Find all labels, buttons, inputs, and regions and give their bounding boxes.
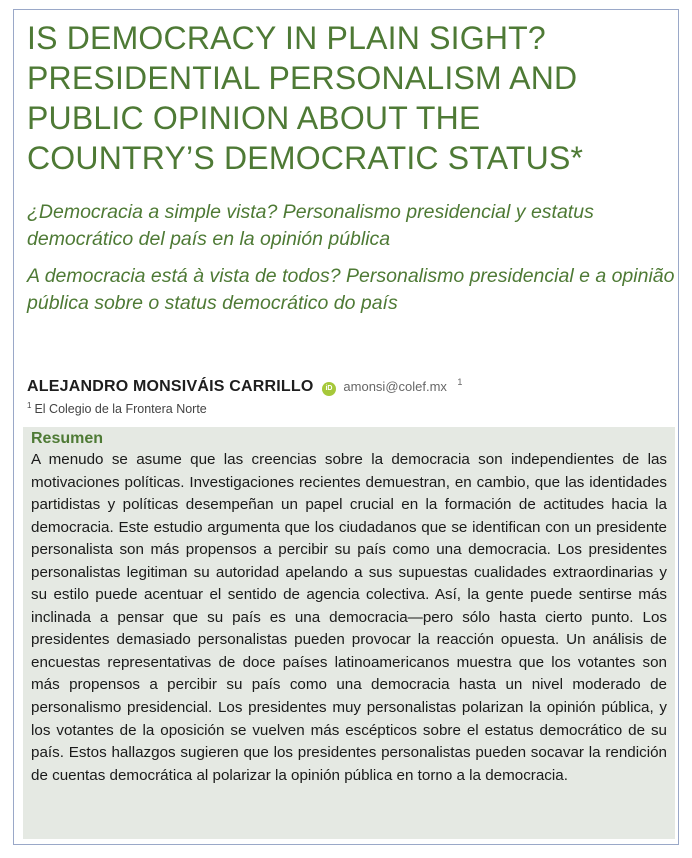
affiliation-institution: El Colegio de la Frontera Norte	[34, 402, 207, 416]
abstract-box	[23, 427, 675, 839]
article-title: IS DEMOCRACY IN PLAIN SIGHT? PRESIDENTIAL PERSONALISM AND PUBLIC OPINION ABOUT THE COUNTRY’S DEMOCRATIC STATUS*	[27, 20, 584, 176]
abstract-heading: Resumen	[31, 430, 104, 447]
orcid-icon[interactable]: iD	[322, 382, 336, 396]
affiliation-number: 1	[27, 401, 32, 410]
subtitle-portuguese: A democracia está à vista de todos? Personalismo presidencial e a opinião pública sobre o status democrático do país	[27, 265, 675, 314]
author-name: ALEJANDRO MONSIVÁIS CARRILLO	[27, 378, 314, 395]
author-line	[27, 371, 462, 398]
affiliation	[27, 397, 207, 418]
author-email-link[interactable]: amonsi@colef.mx	[343, 379, 447, 394]
affiliation-marker: 1	[457, 377, 463, 387]
subtitle-spanish: ¿Democracia a simple vista? Personalismo presidencial y estatus democrático del país en la opinión pública	[27, 201, 594, 250]
abstract-text: A menudo se asume que las creencias sobre la democracia son independientes de las motivaciones políticas. Investigaciones recientes demuestran, en cambio, que las identidades partidistas y políticas desempeñan un papel crucial en la formación de actitudes hacia la democracia. Este estudio argumenta que los ciudadanos que se identifican con un presidente personalista son más propensos a percibir su país como una democracia. Los presidentes personalistas legitiman su autoridad apelando a sus supuestas cualidades extraordinarias y su estilo puede acentuar el sentido de agencia colectiva. Así, la gente puede sentirse más inclinada a pensar que su país es una democracia—pero sólo hasta cierto punto. Los presidentes demasiado personalistas pueden provocar la reacción opuesta. Un análisis de encuestas representativas de doce países latinoamericanos muestra que los votantes son más propensos a percibir su país como una democracia hasta un nivel moderado de personalismo presidencial. Los presidentes muy personalistas polarizan la opinión pública, y los votantes de la oposición se vuelven más escépticos sobre el estatus democrático de su país. Estos hallazgos sugieren que los presidentes personalistas pueden socavar la rendición de cuentas democrática al polarizar la opinión pública en torno a la democracia.	[31, 451, 667, 784]
